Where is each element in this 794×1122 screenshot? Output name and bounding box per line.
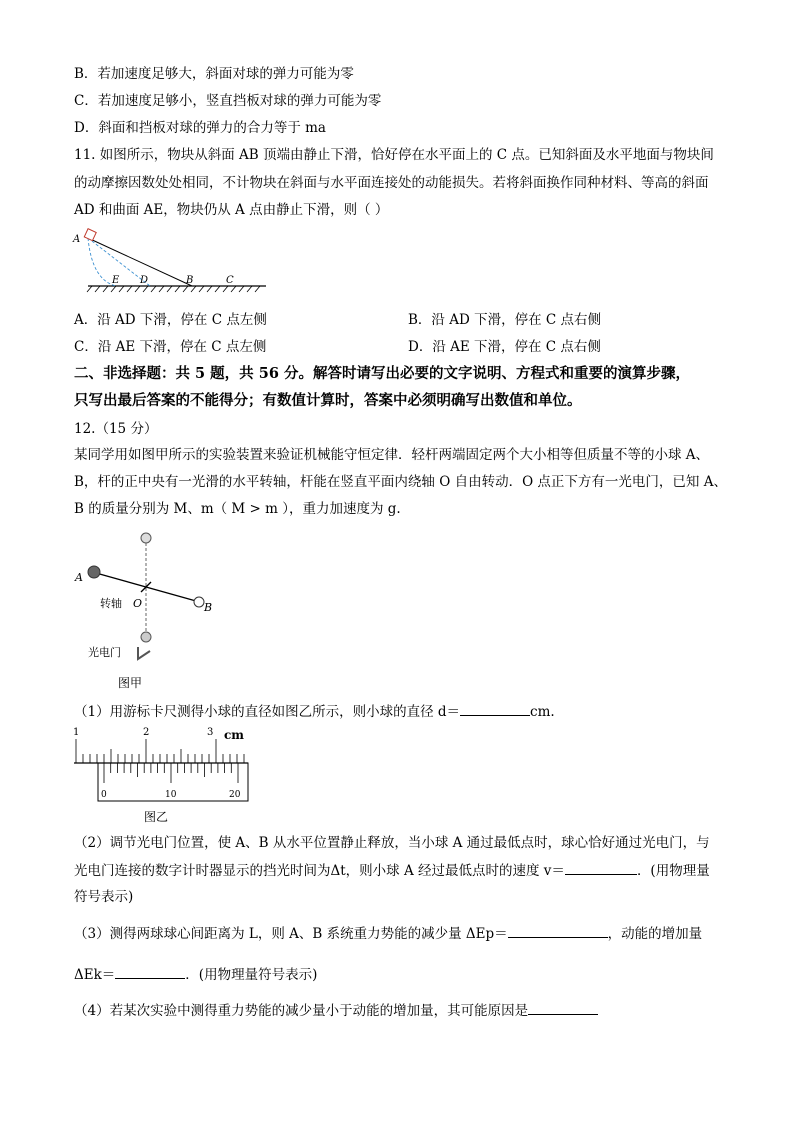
label-a: A — [75, 571, 83, 584]
question-11-line3: AD 和曲面 AE，物块仍从 A 点由静止下滑，则（ ） — [74, 202, 389, 218]
vernier-10: 10 — [165, 790, 177, 800]
option-d-prev: D．斜面和挡板对球的弹力的合力等于 ma — [74, 120, 326, 136]
part-1 — [74, 701, 555, 722]
part-2-text: 光电门连接的数字计时器显示的挡光时间为Δt，则小球 A 经过最低点时的速度 v＝ — [74, 863, 565, 879]
part-2-line1: （2）调节光电门位置，使 A、B 从水平位置静止释放，当小球 A 通过最低点时，球心恰好通过光电门，与 — [74, 835, 710, 851]
question-12-line1: 某同学用如图甲所示的实验装置来验证机械能守恒定律．轻杆两端固定两个大小相等但质量不等的小球 A、 — [74, 447, 710, 463]
option-c-prev: C．若加速度足够小，竖直挡板对球的弹力可能为零 — [74, 93, 382, 109]
main-scale-1: 1 — [73, 727, 80, 738]
question-12-line3: B 的质量分别为 M、m（ M > m ），重力加速度为 g. — [74, 501, 401, 517]
velocity-answer-blank[interactable] — [565, 860, 637, 875]
label-e: E — [112, 275, 120, 286]
option-a: A．沿 AD 下滑，停在 C 点左侧 — [74, 312, 267, 328]
unit-label: cm — [224, 728, 245, 742]
part-3-line1 — [74, 923, 702, 944]
section-2-heading-1: 二、非选择题：共 5 题，共 56 分。解答时请写出必要的文字说明、方程式和重要的演算步骤， — [74, 365, 690, 382]
part-3-suffix: ，动能的增加量 — [607, 926, 703, 942]
axis-label: 转轴 — [100, 597, 122, 610]
section-2-heading-2: 只写出最后答案的不能得分；有数值计算时，答案中必须明确写出数值和单位。 — [74, 392, 582, 409]
label-a: A — [73, 234, 81, 245]
question-11-line2: 的动摩擦因数处处相同，不计物块在斜面与水平面连接处的动能损失。若将斜面换作同种材料、等高的斜面 — [74, 175, 709, 191]
label-c: C — [226, 275, 234, 286]
part-2-line3: 符号表示) — [74, 889, 134, 905]
kinetic-energy-answer-blank[interactable] — [115, 964, 185, 979]
part-2-line2 — [74, 860, 710, 881]
part-4-text: （4）若某次实验中测得重力势能的减少量小于动能的增加量，其可能原因是 — [74, 1003, 529, 1019]
vernier-caliper-figure — [66, 725, 256, 825]
potential-energy-answer-blank[interactable] — [508, 923, 608, 938]
part-3-ek-suffix: ．(用物理量符号表示) — [185, 967, 318, 983]
rod-apparatus-figure — [70, 525, 230, 695]
label-b: B — [186, 275, 194, 286]
label-o: O — [133, 597, 143, 610]
vernier-20: 20 — [229, 790, 241, 800]
option-b: B．沿 AD 下滑，停在 C 点右侧 — [408, 312, 601, 328]
figure-caption-yi: 图乙 — [144, 810, 169, 824]
part-1-text: （1）用游标卡尺测得小球的直径如图乙所示，则小球的直径 d＝ — [74, 704, 461, 720]
option-b-prev: B．若加速度足够大，斜面对球的弹力可能为零 — [74, 66, 354, 82]
vernier-0: 0 — [101, 790, 107, 800]
main-scale-3: 3 — [207, 727, 214, 738]
part-3-ek-label: ΔEk＝ — [74, 967, 116, 983]
label-d: D — [140, 275, 149, 286]
question-12-title: 12.（15 分） — [74, 421, 158, 437]
label-b: B — [204, 601, 213, 614]
part-2-suffix: ．(用物理量 — [636, 863, 710, 879]
part-1-unit: cm. — [530, 704, 555, 720]
photogate-label: 光电门 — [88, 646, 121, 659]
main-scale-2: 2 — [143, 727, 150, 738]
question-12-line2: B，杆的正中央有一光滑的水平转轴，杆能在竖直平面内绕轴 O 自由转动．O 点正下方有一光电门，已知 A、 — [74, 474, 727, 490]
incline-figure — [70, 228, 270, 298]
part-3-text: （3）测得两球球心间距离为 L，则 A、B 系统重力势能的减少量 ΔEp＝ — [74, 926, 508, 942]
question-11-line1: 11. 如图所示，物块从斜面 AB 顶端由静止下滑，恰好停在水平面上的 C 点。已知斜面及水平地面与物块间 — [74, 147, 714, 163]
option-d: D．沿 AE 下滑，停在 C 点右侧 — [408, 339, 601, 355]
diameter-answer-blank[interactable] — [460, 701, 530, 716]
option-c: C．沿 AE 下滑，停在 C 点左侧 — [74, 339, 267, 355]
reason-answer-blank[interactable] — [528, 1000, 598, 1015]
part-3-line2 — [74, 964, 317, 985]
figure-caption-jia: 图甲 — [118, 676, 143, 690]
part-4 — [74, 1000, 598, 1021]
